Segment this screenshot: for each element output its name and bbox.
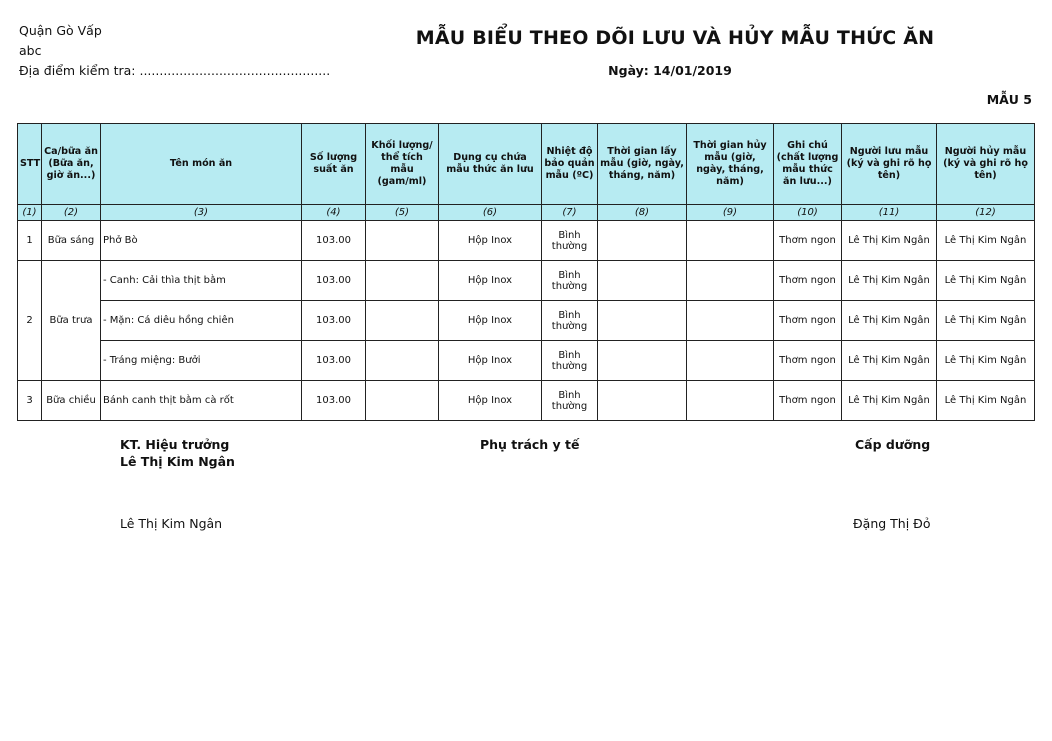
weight-cell bbox=[366, 301, 439, 341]
column-number: (8) bbox=[598, 205, 687, 221]
inspection-place-dots: ................................................ bbox=[139, 63, 331, 78]
note-cell: Thơm ngon bbox=[774, 341, 842, 381]
column-number: (10) bbox=[774, 205, 842, 221]
sample-time-cell bbox=[598, 261, 687, 301]
keeper-cell: Lê Thị Kim Ngân bbox=[842, 381, 937, 421]
principal-sign-block bbox=[120, 436, 235, 470]
note-cell: Thơm ngon bbox=[774, 301, 842, 341]
keeper-cell: Lê Thị Kim Ngân bbox=[842, 261, 937, 301]
principal-name-under-role: Lê Thị Kim Ngân bbox=[120, 454, 235, 469]
keeper-cell: Lê Thị Kim Ngân bbox=[842, 301, 937, 341]
unit-label: abc bbox=[19, 43, 42, 58]
destroy-time-cell bbox=[687, 221, 774, 261]
note-cell: Thơm ngon bbox=[774, 381, 842, 421]
header-cell: Số lượng suất ăn bbox=[302, 124, 366, 205]
servings-cell: 103.00 bbox=[302, 221, 366, 261]
header-cell: Dụng cụ chứa mẫu thức ăn lưu bbox=[439, 124, 542, 205]
header-cell: Ca/bữa ăn (Bữa ăn, giờ ăn...) bbox=[42, 124, 101, 205]
header-cell: Thời gian lấy mẫu (giờ, ngày, tháng, năm) bbox=[598, 124, 687, 205]
column-number-row bbox=[18, 205, 1035, 221]
sample-time-cell bbox=[598, 221, 687, 261]
destroyer-cell: Lê Thị Kim Ngân bbox=[937, 301, 1035, 341]
destroy-time-cell bbox=[687, 381, 774, 421]
principal-signed-name: Lê Thị Kim Ngân bbox=[120, 516, 223, 531]
column-number: (5) bbox=[366, 205, 439, 221]
stt-cell: 3 bbox=[18, 381, 42, 421]
header-cell: Người hủy mẫu (ký và ghi rõ họ tên) bbox=[937, 124, 1035, 205]
weight-cell bbox=[366, 261, 439, 301]
temperature-cell: Bình thường bbox=[542, 301, 598, 341]
destroyer-cell: Lê Thị Kim Ngân bbox=[937, 221, 1035, 261]
district-label: Quận Gò Vấp bbox=[19, 23, 102, 38]
sample-time-cell bbox=[598, 381, 687, 421]
temperature-cell: Bình thường bbox=[542, 341, 598, 381]
principal-role: KT. Hiệu trưởng bbox=[120, 437, 230, 452]
destroyer-cell: Lê Thị Kim Ngân bbox=[937, 341, 1035, 381]
food-sample-table bbox=[17, 123, 1035, 421]
weight-cell bbox=[366, 221, 439, 261]
column-number: (2) bbox=[42, 205, 101, 221]
destroyer-cell: Lê Thị Kim Ngân bbox=[937, 261, 1035, 301]
cook-role: Cấp dưỡng bbox=[855, 437, 931, 452]
sample-time-cell bbox=[598, 341, 687, 381]
temperature-cell: Bình thường bbox=[542, 381, 598, 421]
container-cell: Hộp Inox bbox=[439, 381, 542, 421]
column-number: (1) bbox=[18, 205, 42, 221]
form-code: MẪU 5 bbox=[986, 92, 1032, 107]
temperature-cell: Bình thường bbox=[542, 221, 598, 261]
header-cell: Người lưu mẫu (ký và ghi rõ họ tên) bbox=[842, 124, 937, 205]
meal-cell: Bữa trưa bbox=[42, 261, 101, 381]
dish-cell: Phở Bò bbox=[101, 221, 302, 261]
destroy-time-cell bbox=[687, 261, 774, 301]
dish-cell: - Canh: Cải thìa thịt bằm bbox=[101, 261, 302, 301]
table-row bbox=[18, 381, 1035, 421]
destroy-time-cell bbox=[687, 301, 774, 341]
date-line: Ngày: 14/01/2019 bbox=[608, 63, 732, 78]
header-cell: Thời gian hủy mẫu (giờ, ngày, tháng, năm) bbox=[687, 124, 774, 205]
table-row bbox=[18, 221, 1035, 261]
medical-role: Phụ trách y tế bbox=[480, 437, 580, 452]
note-cell: Thơm ngon bbox=[774, 261, 842, 301]
header-info bbox=[19, 21, 330, 81]
servings-cell: 103.00 bbox=[302, 341, 366, 381]
stt-cell: 1 bbox=[18, 221, 42, 261]
table-row bbox=[18, 301, 1035, 341]
column-number: (4) bbox=[302, 205, 366, 221]
meal-cell: Bữa sáng bbox=[42, 221, 101, 261]
column-number: (6) bbox=[439, 205, 542, 221]
header-cell: Ghi chú (chất lượng mẫu thức ăn lưu...) bbox=[774, 124, 842, 205]
column-number: (12) bbox=[937, 205, 1035, 221]
weight-cell bbox=[366, 341, 439, 381]
meal-cell: Bữa chiều bbox=[42, 381, 101, 421]
inspection-place-label: Địa điểm kiểm tra: bbox=[19, 63, 140, 78]
column-number: (11) bbox=[842, 205, 937, 221]
header-cell: Nhiệt độ bảo quản mẫu (ºC) bbox=[542, 124, 598, 205]
inspection-place bbox=[19, 61, 330, 81]
dish-cell: - Mặn: Cá diêu hồng chiên bbox=[101, 301, 302, 341]
container-cell: Hộp Inox bbox=[439, 341, 542, 381]
column-number: (3) bbox=[101, 205, 302, 221]
sample-time-cell bbox=[598, 301, 687, 341]
servings-cell: 103.00 bbox=[302, 301, 366, 341]
keeper-cell: Lê Thị Kim Ngân bbox=[842, 341, 937, 381]
column-number: (7) bbox=[542, 205, 598, 221]
weight-cell bbox=[366, 381, 439, 421]
servings-cell: 103.00 bbox=[302, 261, 366, 301]
header-cell: Khối lượng/ thể tích mẫu (gam/ml) bbox=[366, 124, 439, 205]
keeper-cell: Lê Thị Kim Ngân bbox=[842, 221, 937, 261]
table-row bbox=[18, 341, 1035, 381]
temperature-cell: Bình thường bbox=[542, 261, 598, 301]
destroyer-cell: Lê Thị Kim Ngân bbox=[937, 381, 1035, 421]
header-cell: STT bbox=[18, 124, 42, 205]
note-cell: Thơm ngon bbox=[774, 221, 842, 261]
table-row bbox=[18, 261, 1035, 301]
stt-cell: 2 bbox=[18, 261, 42, 381]
column-number: (9) bbox=[687, 205, 774, 221]
cook-signed-name: Đặng Thị Đỏ bbox=[853, 516, 931, 531]
page-title: MẪU BIỂU THEO DÕI LƯU VÀ HỦY MẪU THỨC ĂN bbox=[415, 27, 935, 49]
header-cell: Tên món ăn bbox=[101, 124, 302, 205]
destroy-time-cell bbox=[687, 341, 774, 381]
container-cell: Hộp Inox bbox=[439, 301, 542, 341]
container-cell: Hộp Inox bbox=[439, 221, 542, 261]
header-row bbox=[18, 124, 1035, 205]
servings-cell: 103.00 bbox=[302, 381, 366, 421]
dish-cell: Bánh canh thịt bằm cà rốt bbox=[101, 381, 302, 421]
dish-cell: - Tráng miệng: Bưởi bbox=[101, 341, 302, 381]
container-cell: Hộp Inox bbox=[439, 261, 542, 301]
